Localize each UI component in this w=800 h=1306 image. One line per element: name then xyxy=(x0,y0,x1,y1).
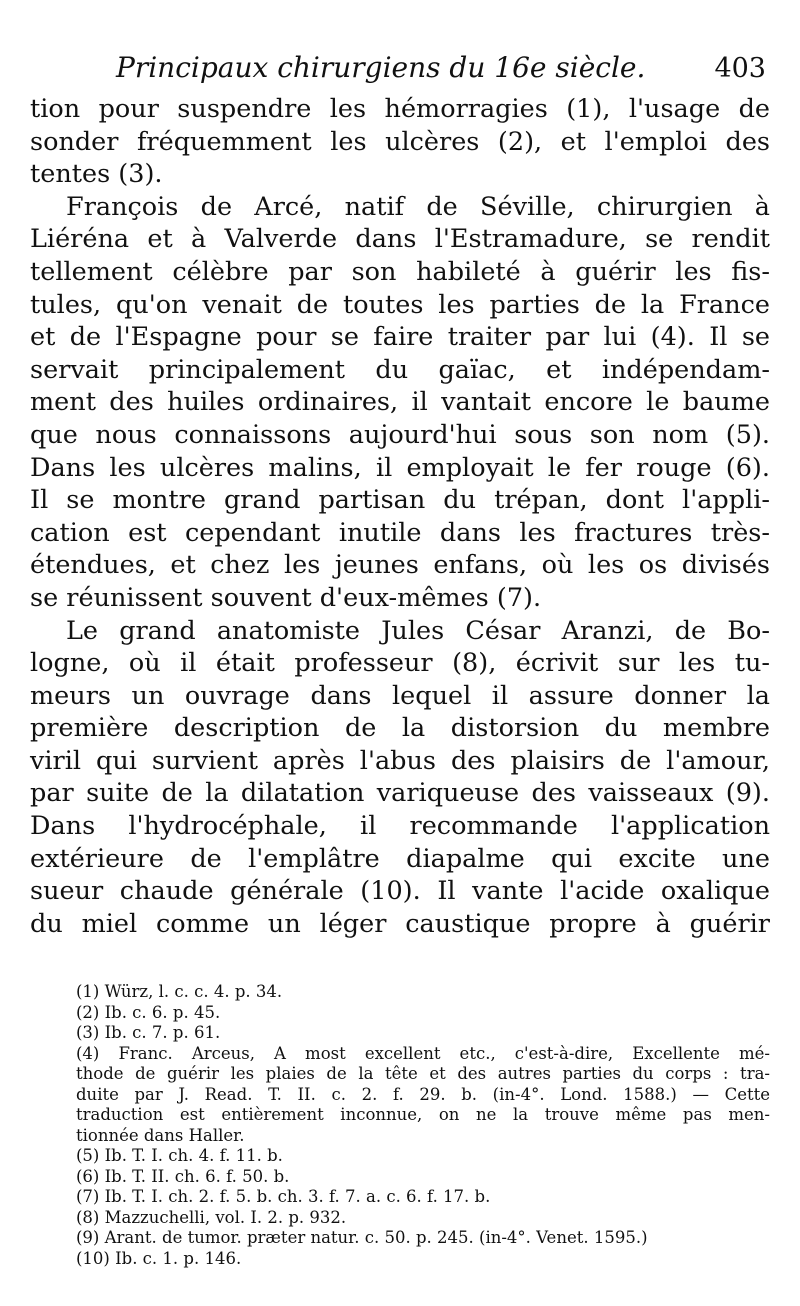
footnotes xyxy=(30,982,770,1269)
text-line: par suite de la dilatation variqueuse des vaisseaux (9). xyxy=(30,778,770,809)
text-line: sonder fréquemment les ulcères (2), et l'emploi des xyxy=(30,126,770,157)
text-line: Il se montre grand partisan du trépan, dont l'appli- xyxy=(30,485,770,516)
footnote: (2) Ib. c. 6. p. 45. xyxy=(76,1002,221,1022)
main-text xyxy=(30,93,770,940)
footnote: (6) Ib. T. II. ch. 6. f. 50. b. xyxy=(76,1166,290,1186)
footnote-continuation: duite par J. Read. T. II. c. 2. f. 29. b. (in-4°. Lond. 1588.) — Cette xyxy=(76,1084,770,1104)
text-line: et de l'Espagne pour se faire traiter par lui (4). Il se xyxy=(30,322,770,353)
footnote: (5) Ib. T. I. ch. 4. f. 11. b. xyxy=(76,1146,283,1166)
footnote-continuation: tionnée dans Haller. xyxy=(76,1125,245,1145)
text-line: étendues, et chez les jeunes enfans, où les os divisés xyxy=(30,550,770,581)
footnote: (7) Ib. T. I. ch. 2. f. 5. b. ch. 3. f. 7. a. c. 6. f. 17. b. xyxy=(76,1187,491,1207)
text-line: meurs un ouvrage dans lequel il assure donner la xyxy=(30,680,770,711)
text-line: sueur chaude générale (10). Il vante l'acide oxalique xyxy=(30,876,770,907)
footnote: (4) Franc. Arceus, A most excellent etc., c'est-à-dire, Excellente mé- xyxy=(76,1043,770,1063)
text-line: ment des huiles ordinaires, il vantait encore le baume xyxy=(30,387,770,418)
footnote: (8) Mazzuchelli, vol. I. 2. p. 932. xyxy=(76,1207,347,1227)
paragraph-start-line: Le grand anatomiste Jules César Aranzi, de Bo- xyxy=(66,615,770,646)
footnote: (9) Arant. de tumor. præter natur. c. 50. p. 245. (in-4°. Venet. 1595.) xyxy=(76,1228,648,1248)
text-line: servait principalement du gaïac, et indépendam- xyxy=(30,354,770,385)
paragraph-start-line: François de Arcé, natif de Séville, chirurgien à xyxy=(66,191,770,222)
text-line: Dans l'hydrocéphale, il recommande l'application xyxy=(30,811,770,842)
text-line: Liéréna et à Valverde dans l'Estramadure, se rendit xyxy=(30,224,770,255)
text-line: se réunissent souvent d'eux-mêmes (7). xyxy=(30,582,542,613)
text-line: tellement célèbre par son habileté à guérir les fis- xyxy=(30,256,770,287)
text-line: du miel comme un léger caustique propre à guérir xyxy=(30,908,770,939)
text-line: Dans les ulcères malins, il employait le fer rouge (6). xyxy=(30,452,770,483)
footnote: (3) Ib. c. 7. p. 61. xyxy=(76,1023,221,1043)
text-line: que nous connaissons aujourd'hui sous son nom (5). xyxy=(30,419,770,450)
text-line: tion pour suspendre les hémorragies (1), l'usage de xyxy=(30,94,770,124)
text-line: logne, où il était professeur (8), écrivit sur les tu- xyxy=(30,648,770,679)
footnote: (10) Ib. c. 1. p. 146. xyxy=(76,1248,242,1268)
footnote-continuation: thode de guérir les plaies de la tête et des autres parties du corps : tra- xyxy=(76,1064,770,1084)
footnote-continuation: traduction est entièrement inconnue, on ne la trouve même pas men- xyxy=(76,1105,770,1125)
page-number: 403 xyxy=(714,53,766,84)
page-header xyxy=(30,48,770,89)
text-line: viril qui survient après l'abus des plaisirs de l'amour, xyxy=(30,745,770,776)
text-line: tentes (3). xyxy=(30,159,163,190)
footnote: (1) Würz, l. c. c. 4. p. 34. xyxy=(76,982,283,1002)
running-title: Principaux chirurgiens du 16e siècle. xyxy=(116,51,646,84)
text-line: extérieure de l'emplâtre diapalme qui excite une xyxy=(30,843,770,874)
text-line: tules, qu'on venait de toutes les parties de la France xyxy=(30,289,770,320)
text-line: première description de la distorsion du membre xyxy=(30,713,770,744)
text-line: cation est cependant inutile dans les fractures très- xyxy=(30,517,770,548)
